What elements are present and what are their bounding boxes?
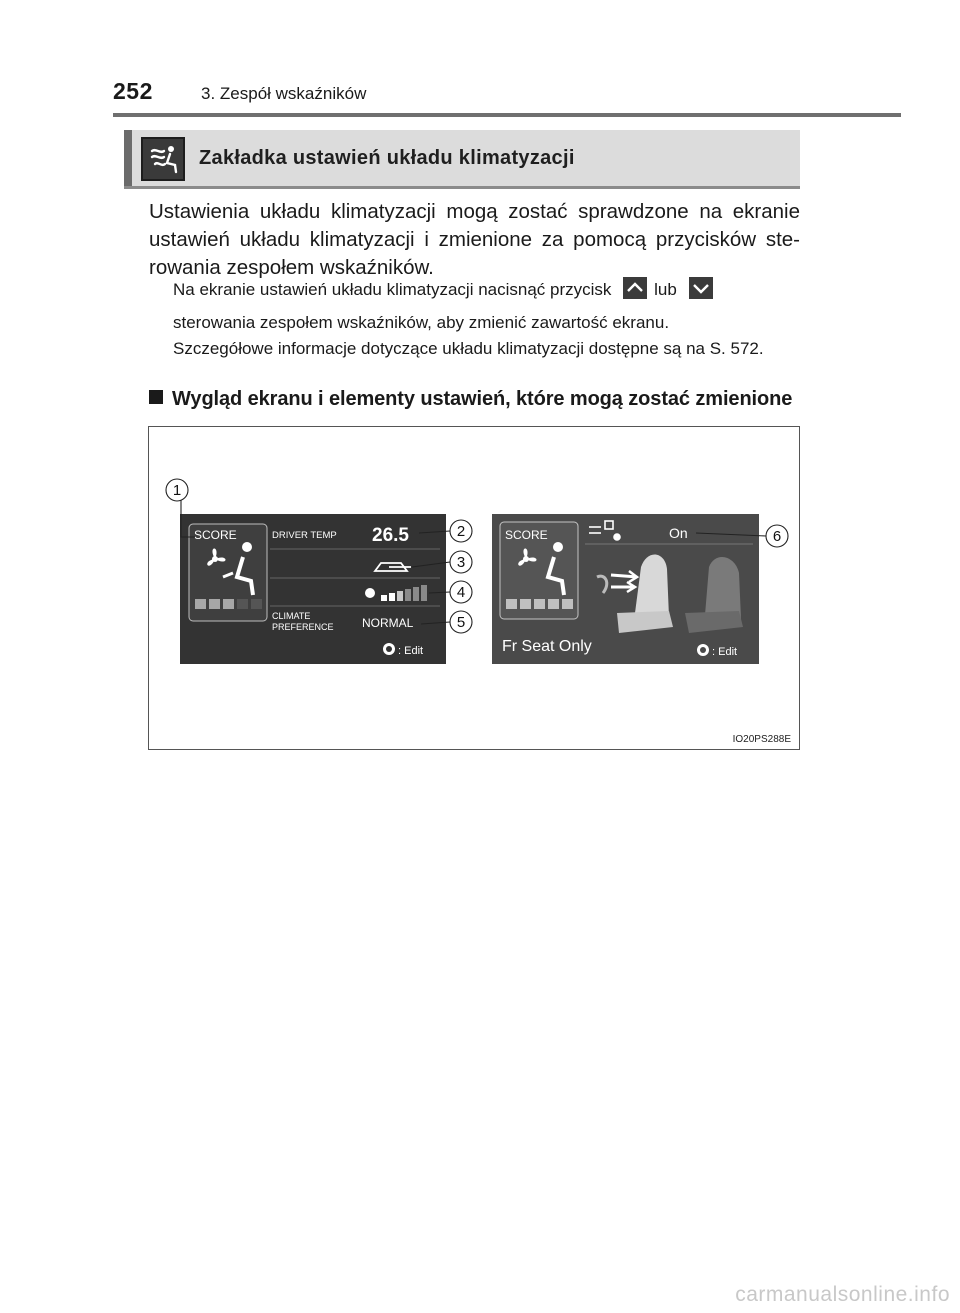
callout-4: 4	[456, 584, 466, 601]
callout-5: 5	[456, 614, 466, 631]
note-line-1-or: lub	[654, 280, 677, 299]
fan-speed-icon	[365, 588, 375, 598]
left-score-label: SCORE	[194, 528, 237, 542]
banner-underline	[124, 186, 800, 189]
chevron-up-icon	[623, 277, 647, 299]
climate-label-2: PREFERENCE	[272, 622, 334, 632]
note-line-2: sterowania zespołem wskaźników, aby zmienić zawartość ekranu.	[173, 313, 670, 332]
banner-title: Zakładka ustawień układu klimatyzacji	[199, 147, 575, 169]
watermark-logo: carmanualsonline.info	[735, 1283, 950, 1306]
chevron-down-icon	[689, 277, 713, 299]
page-number: 252	[113, 78, 153, 104]
figure-code: IO20PS288E	[732, 734, 791, 745]
header-rule	[113, 113, 901, 117]
preference-value: NORMAL	[362, 616, 414, 630]
seat-status-value: On	[669, 525, 688, 541]
note-line-3: Szczegółowe informacje dotyczące układu klimatyzacji dostępne są na S. 572.	[173, 339, 764, 358]
left-climate-screen	[180, 514, 446, 664]
bullet-square-icon	[149, 390, 163, 404]
callout-3: 3	[456, 554, 466, 571]
callout-2: 2	[456, 523, 466, 540]
right-edit-label: : Edit	[712, 646, 738, 658]
subheading	[149, 388, 792, 411]
intro-paragraph: Ustawienia układu klimatyzacji mogą zostać sprawdzone na ekranie ustawień układu klimatyzacji i zmienione za pomocą przycisków ste-rowania zespołem wskaźników.	[149, 200, 800, 279]
subheading-text: Wygląd ekranu i elementy ustawień, które mogą zostać zmienione	[172, 388, 793, 410]
banner-accent-bar	[124, 130, 132, 186]
right-climate-screen	[492, 514, 759, 664]
climate-settings-icon	[141, 137, 185, 181]
temperature-value: 26.5	[372, 525, 409, 546]
callout-6: 6	[772, 528, 782, 545]
section-title: 3. Zespół wskaźników	[201, 84, 367, 103]
climate-screens-figure	[148, 426, 800, 750]
note-line-1	[173, 277, 800, 302]
section-banner	[124, 130, 800, 186]
callout-1: 1	[172, 482, 182, 499]
climate-label-1: CLIMATE	[272, 611, 311, 621]
left-edit-label: : Edit	[398, 645, 424, 657]
figure-illustration	[149, 427, 799, 749]
right-score-label: SCORE	[505, 528, 548, 542]
note-line-1-text: Na ekranie ustawień układu klimatyzacji nacisnąć przycisk	[173, 280, 612, 299]
page-header	[0, 0, 960, 120]
driver-temp-label: DRIVER TEMP	[272, 530, 337, 541]
score-bars	[195, 599, 262, 609]
score-bars	[506, 599, 573, 609]
seat-mode-label: Fr Seat Only	[502, 638, 592, 655]
